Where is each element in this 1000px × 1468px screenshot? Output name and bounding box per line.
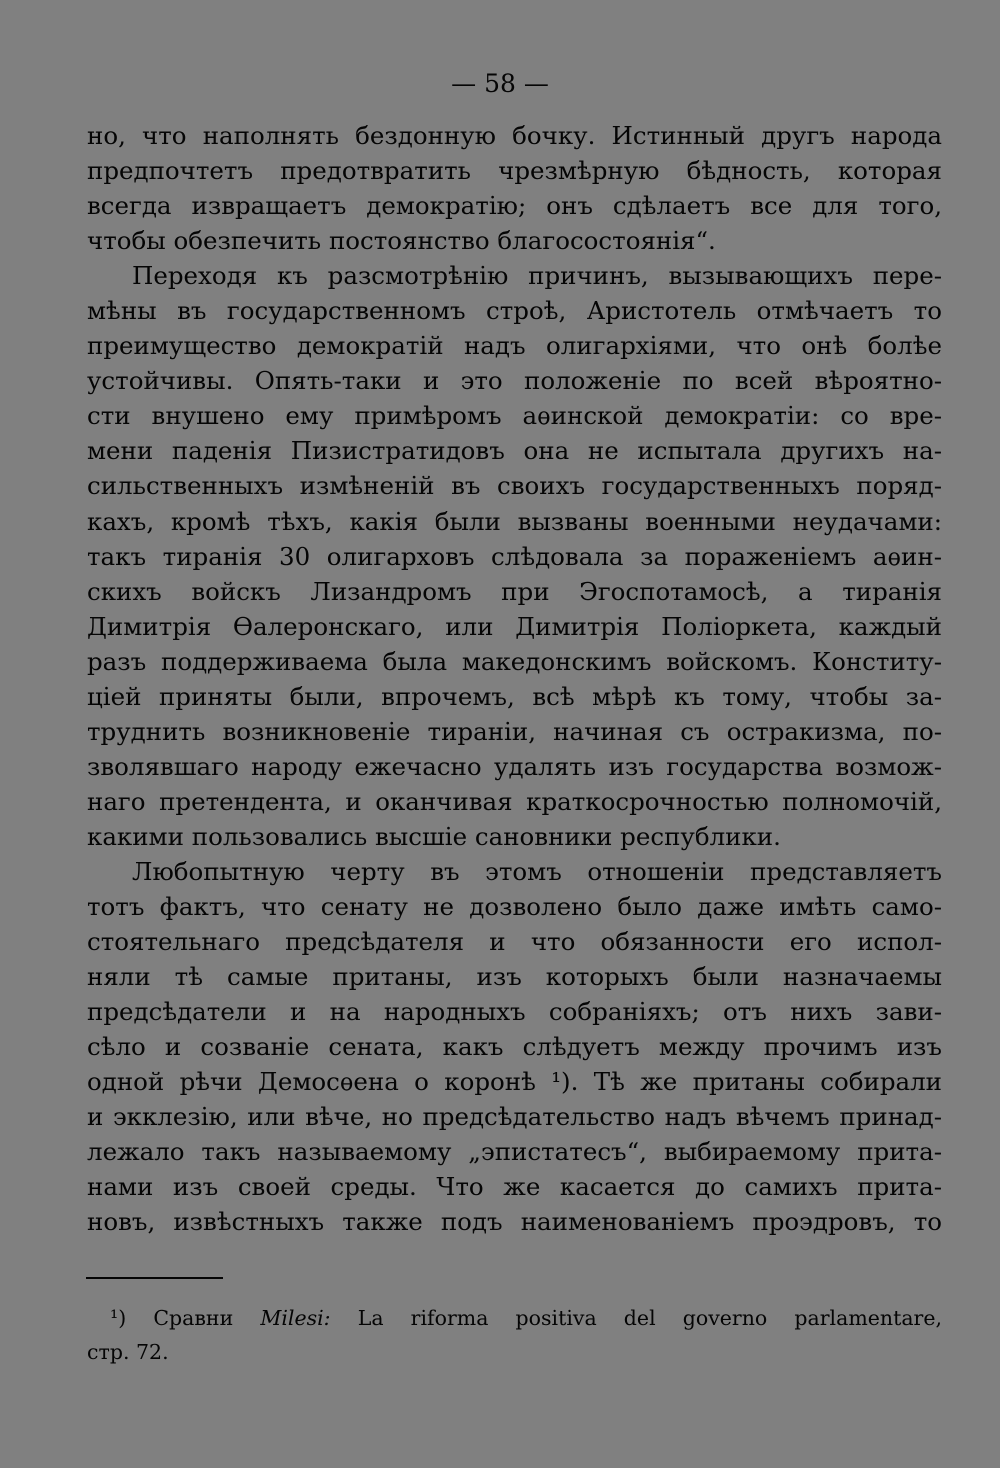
- text-line: такъ тиранія 30 олигарховъ слѣдовала за пораженіемъ аѳин-: [87, 541, 942, 571]
- text-line: предпочтетъ предотвратить чрезмѣрную бѣдность, которая: [87, 156, 942, 186]
- text-line: кахъ, кромѣ тѣхъ, какія были вызваны военными неудачами:: [87, 506, 942, 536]
- footnote-line: стр. 72.: [87, 1340, 169, 1364]
- text-line: мѣны въ государственномъ строѣ, Аристотель отмѣчаетъ то: [87, 296, 942, 326]
- text-line: Димитрія Ѳалеронскаго, или Димитрія Поліоркета, каждый: [87, 611, 942, 641]
- text-line: сѣло и созваніе сената, какъ слѣдуетъ между прочимъ изъ: [87, 1032, 942, 1062]
- text-line: лежало такъ называемому „эпистатесъ“, выбираемому прита-: [87, 1137, 942, 1167]
- text-line: зволявшаго народу ежечасно удалять изъ государства возмож-: [87, 751, 942, 781]
- footnote-marker: ¹) Сравни: [110, 1306, 261, 1330]
- text-line: няли тѣ самые пританы, изъ которыхъ были назначаемы: [87, 962, 942, 992]
- footnote: [87, 1301, 942, 1369]
- text-line: тотъ фактъ, что сенату не дозволено было даже имѣть само-: [87, 892, 942, 922]
- text-line: одной рѣчи Демосѳена о коронѣ ¹). Тѣ же пританы собирали: [87, 1067, 942, 1097]
- text-line: и экклезію, или вѣче, но предсѣдательство надъ вѣчемъ принад-: [87, 1102, 942, 1132]
- text-line: какими пользовались высшіе сановники республики.: [87, 821, 781, 851]
- text-line: предсѣдатели и на народныхъ собраніяхъ; отъ нихъ зави-: [87, 997, 942, 1027]
- text-line: сти внушено ему примѣромъ аѳинской демократіи: со вре-: [87, 401, 942, 431]
- text-line: наго претендента, и оканчивая краткосрочностью полномочій,: [87, 786, 942, 816]
- text-line: Любопытную черту въ этомъ отношеніи представляетъ: [132, 856, 942, 886]
- text-line: Переходя къ разсмотрѣнію причинъ, вызывающихъ пере-: [132, 261, 942, 291]
- page-number: — 58 —: [451, 69, 549, 98]
- text-line: новъ, извѣстныхъ также подъ наименованіемъ проэдровъ, то: [87, 1207, 942, 1237]
- text-line: но, что наполнять бездонную бочку. Истинный другъ народа: [87, 121, 942, 150]
- text-line: разъ поддерживаема была македонскимъ войскомъ. Конститу-: [87, 646, 942, 676]
- footnote-divider: [86, 1277, 223, 1279]
- footnote-author: Milesi:: [260, 1306, 331, 1330]
- text-line: ціей приняты были, впрочемъ, всѣ мѣрѣ къ тому, чтобы за-: [87, 681, 942, 711]
- text-line: скихъ войскъ Лизандромъ при Эгоспотамосѣ, а тиранія: [87, 576, 942, 606]
- footnote-line: [87, 1301, 942, 1335]
- text-line: нами изъ своей среды. Что же касается до самихъ прита-: [87, 1172, 942, 1202]
- text-line: устойчивы. Опять-таки и это положеніе по всей вѣроятно-: [87, 366, 942, 396]
- text-line: сильственныхъ измѣненій въ своихъ государственныхъ поряд-: [87, 471, 942, 501]
- text-line: труднить возникновеніе тираніи, начиная съ остракизма, по-: [87, 716, 942, 746]
- text-line: преимущество демократій надъ олигархіями, что онѣ болѣе: [87, 331, 942, 361]
- text-line: стоятельнаго предсѣдателя и что обязанности его испол-: [87, 927, 942, 957]
- body-text: [87, 118, 942, 1240]
- text-line: чтобы обезпечить постоянство благосостоянія“.: [87, 226, 716, 256]
- text-line: мени паденія Пизистратидовъ она не испытала другихъ на-: [87, 436, 942, 466]
- text-line: всегда извращаетъ демократію; онъ сдѣлаетъ все для того,: [87, 191, 942, 221]
- footnote-title: La riforma positiva del governo parlamentare,: [330, 1306, 942, 1330]
